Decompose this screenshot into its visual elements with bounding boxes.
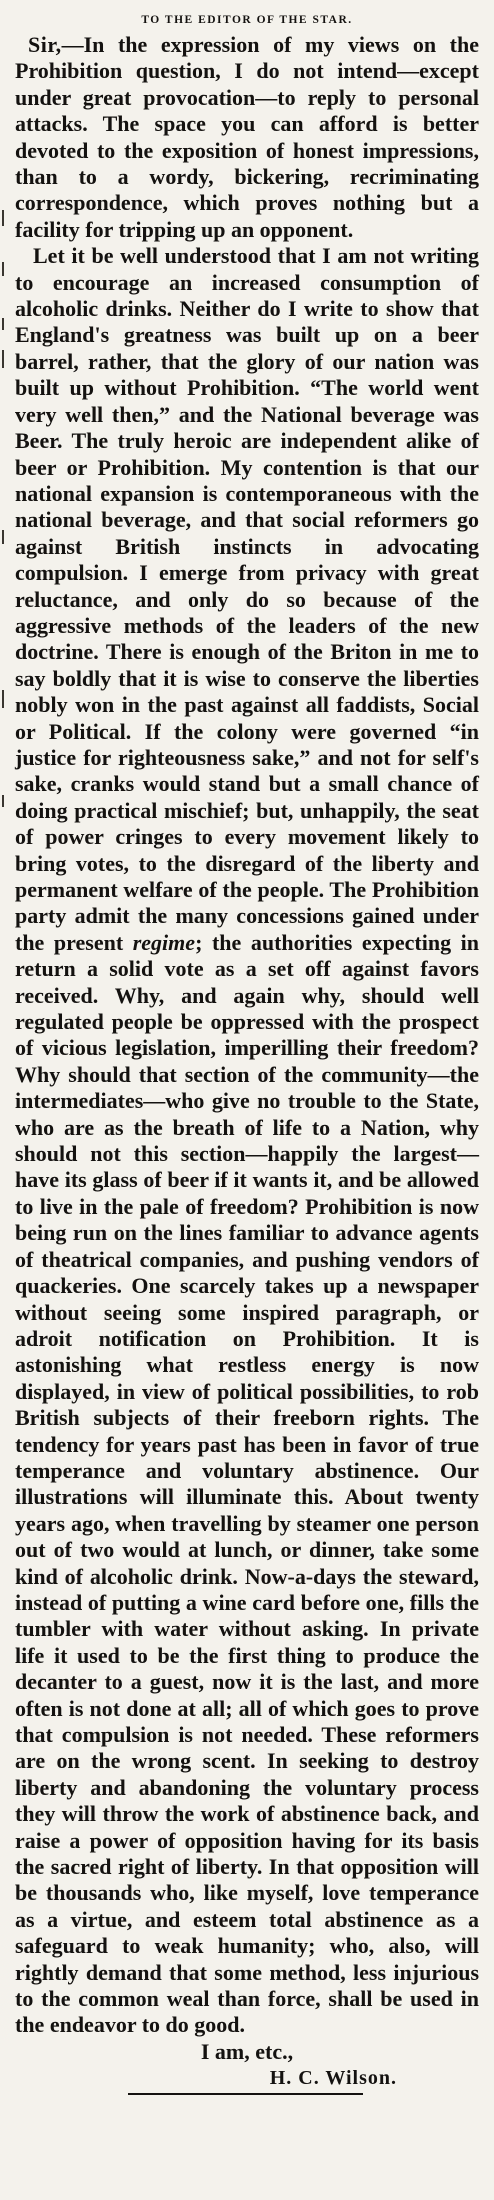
margin-column-rule [0,0,8,2200]
paragraph-text: Let it be well understood that I am not writing to encourage an increased consumption of alcoholic drinks. Neither do I write to show that England's greatness was built up on a beer barrel, rather, that the glory of our nation was built up without Prohibition. “The world went very well then,” and the National beverage was Beer. The truly heroic are independent alike of beer or Prohibition. My contention is that our national expansion is contemporaneous with the national beverage, and that social reformers go against British instincts in advocating compulsion. I emerge from privacy with great reluctance, and only do so because of the aggressive methods of the leaders of the new doctrine. There is enough of the Briton in me to say boldly that it is wise to conserve the liberties nobly won in the past against all faddists, Social or Political. If the colony were governed “in justice for righteousness sake,” and not for self's sake, cranks would stand but a small chance of doing practical mischief; but, unhappily, the seat of power cringes to every movement likely to bring votes, to the disregard of the liberty and permanent welfare of the people. The Prohibition party admit the many concessions gained under the present [15,243,479,955]
paragraph-text: —In the expression of my views on the Prohibition question, I do not intend—except under great provocation—to reply to personal attacks. The space you can afford is better devoted to the exposition of honest impressions, than to a wordy, bickering, recriminating correspondence, which proves nothing but a facility for tripping up an opponent. [15,32,479,242]
margin-mark [2,262,4,276]
closing-line: I am, etc., [200,2038,294,2064]
paragraph-text: ; the authorities expecting in return a solid vote as a set off against favors received. Why, and again why, should well regulated people be oppressed with the prospect of vicious legislation, imperilling their freedom? Why should that section of the community—the intermediates—who give no trouble to the State, who are as the breath of life to a Nation, why should not this section—happily the largest—have its glass of beer if it wants it, and be allowed to live in the pale of freedom? Prohibition is now being run on the lines familiar to advance agents of theatrical companies, and pushing vendors of quackeries. One scarcely takes up a newspaper without seeing some inspired paragraph, or adroit notification on Prohibition. It is astonishing what restless energy is now displayed, in view of political possibilities, to rob British subjects of their freeborn rights. The tendency for years past has been in favor of true temperance and voluntary abstinence. Our illustrations will illuminate this. About twenty years ago, when travelling by steamer one person out of two would at lunch, or dinner, take some kind of alcoholic drink. Now-a-days the steward, instead of putting a wine card before one, fills the tumbler with water without asking. In private life it used to be the first thing to produce the decanter to a guest, now it is the last, and more often is not done at all; all of which goes to prove that compulsion is not needed. These reformers are on the wrong scent. In seeking to destroy liberty and abandoning the voluntary process they will throw the work of abstinence back, and raise a power of opposition having for its basis the sacred right of liberty. In that opposition will be thousands who, like myself, love temperance as a virtue, and esteem total abstinence as a safeguard to weak humanity; who, also, will rightly demand that some method, less injurious to the common weal than force, shall be used in the endeavor to do good. [15,929,479,2038]
margin-mark [2,690,4,708]
margin-mark [2,350,4,368]
margin-mark [2,210,4,226]
margin-mark [2,530,4,544]
margin-mark [2,795,4,807]
letter-body [15,32,479,2039]
italic-term: regime [132,929,196,955]
margin-mark [2,318,4,330]
paragraph-main [15,243,479,2039]
salutation: Sir, [28,32,62,57]
closing-rule [128,2093,363,2095]
paragraph-opening [15,32,479,243]
signature: H. C. Wilson. [269,2067,397,2090]
letter-heading: TO THE EDITOR OF THE STAR. [141,14,353,26]
